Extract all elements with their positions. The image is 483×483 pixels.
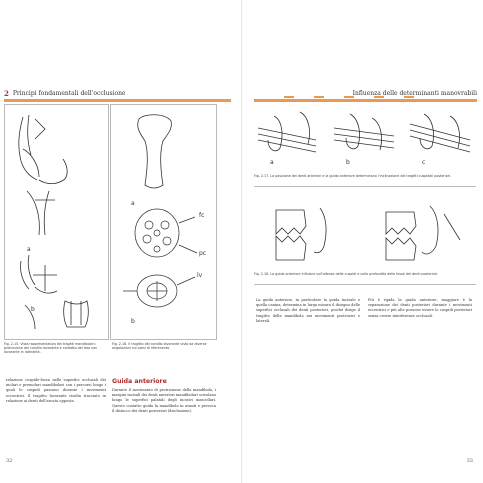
header-rule — [4, 99, 231, 102]
body-text-column-4: Più è ripida la guida anteriore, maggiore è la separazione dei denti posteriori durante i movimenti eccentrici e più alte possono essere le cuspidi posteriori senza creare interferenze occlusali. — [368, 298, 472, 318]
header-tick — [404, 96, 414, 98]
tooth-a-drawing — [19, 115, 67, 235]
occlusal-view-drawing — [123, 209, 197, 307]
running-head-title: Principi fondamentali dell'occlusione — [12, 89, 126, 97]
header-tick — [314, 96, 324, 98]
figure-caption-top: Fig. 2-17. La posizione dei denti anteriori e la guida anteriore determinano l'inclinazione dei tragitti cuspidali posteriori. — [254, 174, 452, 178]
header-tick — [344, 96, 354, 98]
figure-caption-right: Fig. 2-16. Il tragitto del condilo lavorante visto da diverse angolazioni sui piani di riferimento. — [112, 342, 207, 351]
tooth-path-illustration — [5, 105, 108, 339]
figure-label-a: a — [27, 246, 31, 253]
tooth-pair-a — [258, 112, 316, 152]
tooth-b-drawing — [20, 255, 88, 329]
caption-divider-2 — [254, 284, 476, 285]
running-head-left — [4, 88, 233, 98]
section-title: Guida anteriore — [112, 378, 167, 385]
figure-caption-left: Fig. 2-15. Vista rappresentativa dei tragitti mandibolari: protrusione del condilo lavorante e contatto del lato non lavorante in lateralità. — [4, 342, 98, 355]
figure-label-pc: pc — [199, 250, 207, 257]
figure-label-b-2: b — [131, 318, 135, 325]
figure-label-fc: fc — [199, 212, 205, 219]
left-page — [0, 0, 241, 483]
header-tick — [284, 96, 294, 98]
teeth-guidance-illustration-bottom — [254, 200, 476, 266]
header-tick — [374, 96, 384, 98]
molar-pair-a — [276, 208, 326, 260]
incisor-drawing — [138, 115, 172, 188]
running-head-title-right: Influenza delle determinanti manovrabili — [352, 89, 477, 97]
right-page — [242, 0, 483, 483]
chapter-number: 2 — [4, 88, 9, 98]
caption-divider — [254, 186, 476, 187]
body-text-column-2: Durante il movimento di protrusione della mandibola, i margini incisali dei denti anteriori mandibolari scivolano lungo le superfici palatali degli incisivi mascellari. Questo contatto guida la mandibola in avanti e provoca il distacco dei denti posteriori (disclusione). — [112, 388, 216, 413]
teeth-guidance-illustration-top — [254, 106, 476, 170]
tooth-pair-b — [334, 114, 394, 150]
page-number-left: 32 — [6, 458, 13, 464]
figure-label-c-3: c — [422, 159, 426, 166]
figure-label-b-3: b — [346, 159, 350, 166]
molar-pair-b — [386, 206, 460, 260]
figure-label-a-2: a — [131, 200, 135, 207]
figure-label-lv: lv — [197, 272, 203, 279]
header-rule-right — [254, 99, 477, 102]
figure-label-a-3: a — [270, 159, 274, 166]
condyle-path-illustration — [111, 105, 216, 339]
body-text-column-1: relazione cuspide-fossa nelle superfici occlusali dei molari e premolari mandibolari con i percorsi lungo i quali le cuspidi passano durante i movimenti eccentrici. Il tragitto lavorante risulta tracciato in relazione ai denti dell'arcata opposta. — [6, 378, 106, 403]
figure-box-right — [110, 104, 217, 340]
tooth-pair-c — [410, 114, 470, 152]
body-text-column-3: La guida anteriore, in particolare la guida incisale e quella canina, determina in larga misura il disegno delle superfici occlusali dei denti posteriori, poiché dirige il tragitto della mandibola nei movimenti protrusivi e laterali. — [256, 298, 360, 323]
figure-caption-bottom: Fig. 2-18. La guida anteriore influisce sull'altezza delle cuspidi e sulla profondità delle fosse dei denti posteriori. — [254, 272, 439, 276]
figure-label-b: b — [31, 306, 35, 313]
figure-box-left — [4, 104, 109, 340]
page-number-right: 33 — [466, 458, 473, 464]
